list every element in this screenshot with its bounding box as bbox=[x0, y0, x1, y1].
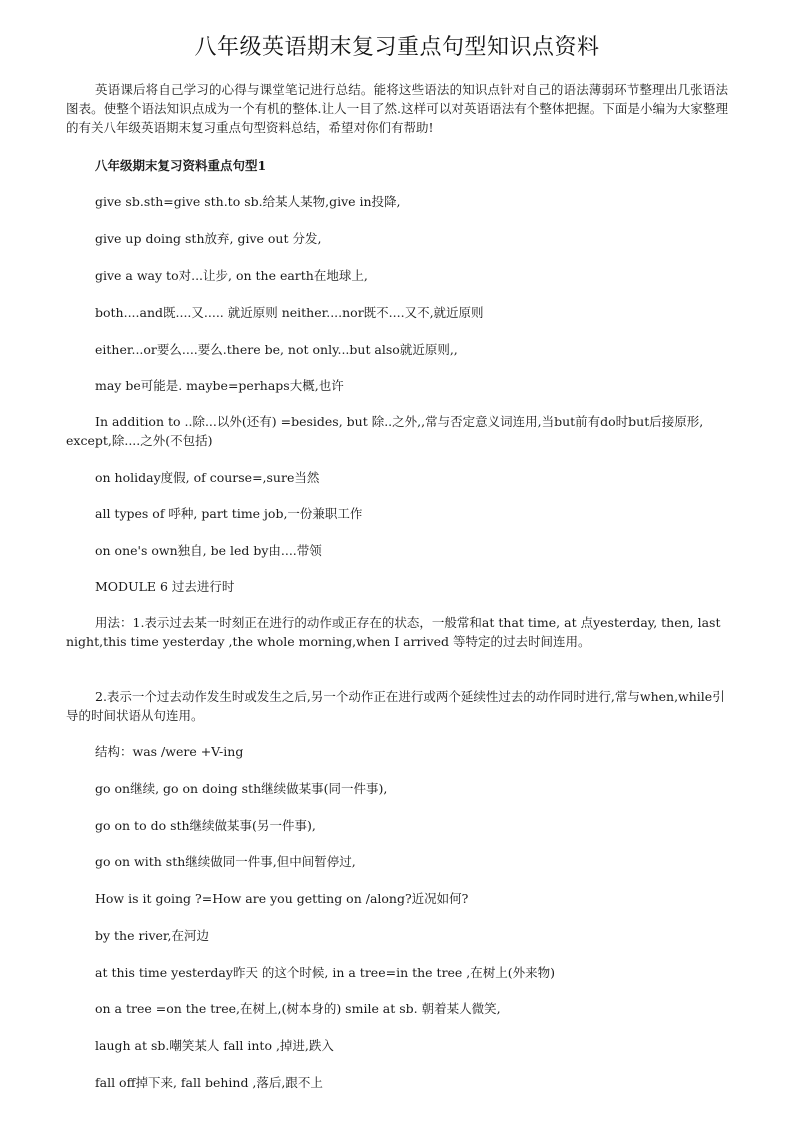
list-item: on one's own独自, be led by由....带领 bbox=[95, 543, 322, 558]
list-item: go on继续, go on doing sth继续做某事(同一件事), bbox=[95, 781, 388, 796]
module-heading: MODULE 6 过去进行时 bbox=[95, 579, 235, 594]
list-item: 用法：1.表示过去某一时刻正在进行的动作或正存在的状态，一般常和at that time, at 点yesterday, then, last night,this time yesterday ,the whole morning,when I arrived 等特定的过去时间连用。 bbox=[66, 615, 721, 649]
list-item: either...or要么....要么.there be, not only...but also就近原则,, bbox=[95, 342, 458, 357]
list-item: at this time yesterday昨天 的这个时候, in a tree=in the tree ,在树上(外来物) bbox=[95, 965, 556, 980]
list-item: go on to do sth继续做某事(另一件事), bbox=[95, 818, 316, 833]
list-item: on holiday度假, of course=,sure当然 bbox=[95, 470, 320, 485]
list-item: In addition to ..除...以外(还有) =besides, but 除..之外,,常与否定意义词连用,当but前有do时but后接原形, except,除....之外(不包括) bbox=[66, 414, 704, 448]
list-item: on a tree =on the tree,在树上,(树本身的) smile at sb. 朝着某人微笑, bbox=[95, 1001, 501, 1016]
list-item: laugh at sb.嘲笑某人 fall into ,掉进,跌入 bbox=[95, 1038, 334, 1053]
list-item: fall off掉下来, fall behind ,落后,跟不上 bbox=[95, 1075, 323, 1090]
list-item: 结构：was /were +V-ing bbox=[95, 744, 244, 759]
intro-paragraph: 英语课后将自己学习的心得与课堂笔记进行总结。能将这些语法的知识点针对自己的语法薄弱环节整理出几张语法图表。使整个语法知识点成为一个有机的整体.让人一目了然.这样可以对英语语法有个整体把握。下面是小编为大家整理的有关八年级英语期末复习重点句型资料总结，希望对你们有帮助! bbox=[66, 82, 728, 135]
list-item: give up doing sth放弃, give out 分发, bbox=[95, 231, 322, 246]
page-title: 八年级英语期末复习重点句型知识点资料 bbox=[194, 35, 600, 60]
list-item: all types of 呼种, part time job,一份兼职工作 bbox=[95, 506, 363, 521]
list-item: by the river,在河边 bbox=[95, 928, 209, 943]
list-item: go on with sth继续做同一件事,但中间暂停过, bbox=[95, 854, 356, 869]
list-item: both....and既....又..... 就近原则 neither....nor既不....又不,就近原则 bbox=[95, 305, 484, 320]
section-heading: 八年级期末复习资料重点句型1 bbox=[95, 158, 267, 173]
list-item: may be可能是. maybe=perhaps大概,也许 bbox=[95, 378, 344, 393]
list-item: How is it going ?=How are you getting on /along?近况如何? bbox=[95, 891, 469, 906]
list-item: give sb.sth=give sth.to sb.给某人某物,give in投降, bbox=[95, 194, 401, 209]
list-item: give a way to对...让步, on the earth在地球上, bbox=[95, 268, 368, 283]
list-item: 2.表示一个过去动作发生时或发生之后,另一个动作正在进行或两个延续性过去的动作同时进行,常与when,while引导的时间状语从句连用。 bbox=[66, 689, 725, 723]
